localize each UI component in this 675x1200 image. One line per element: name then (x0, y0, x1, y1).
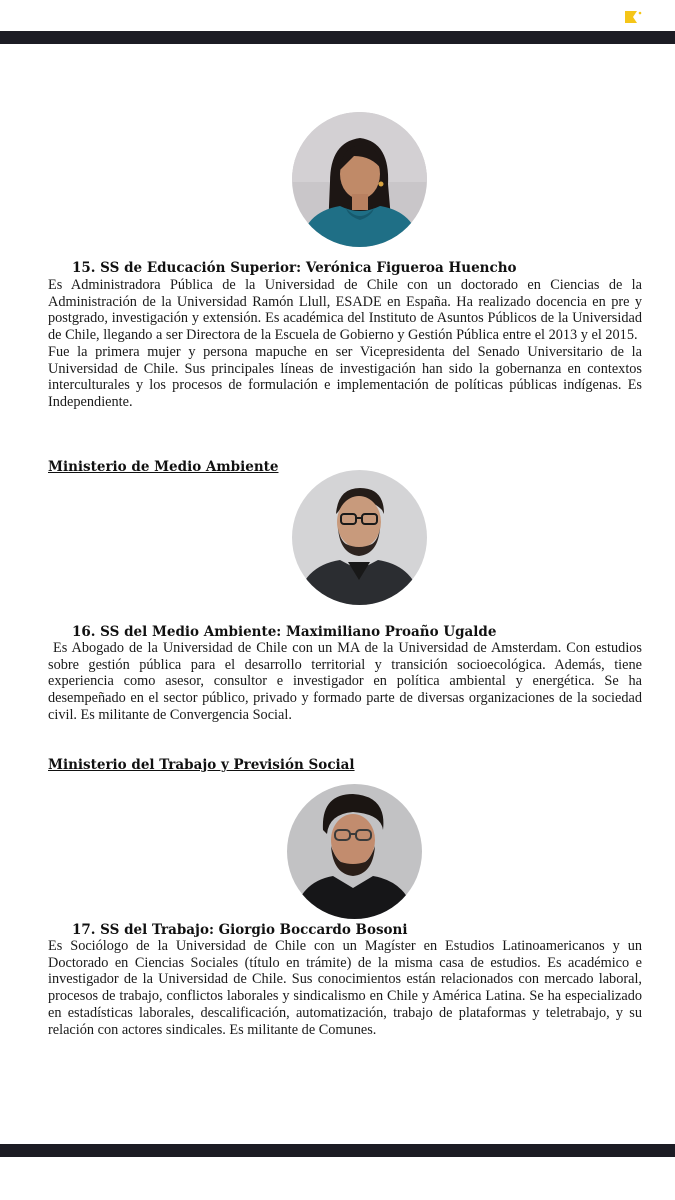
bottom-divider-bar (0, 1144, 675, 1157)
portrait-giorgio-boccardo (287, 784, 422, 919)
bio-paragraph: Es Administradora Pública de la Universidad de Chile con un doctorado en Ciencias de la Administración de la Universidad Ramón Llull, ESADE en España. Ha realizado docencia en pre y postgrado, investigación y extensión. Es académica del Instituto de Asuntos Públicos de la Universidad de Chile, llegando a ser Directora de la Escuela de Gobierno y Gestión Pública entre el 2013 y el 2015. (48, 277, 642, 344)
entry-bio-17 (48, 938, 642, 1038)
bio-paragraph: Es Sociólogo de la Universidad de Chile con un Magíster en Estudios Latinoamericanos y un Doctorado en Ciencias Sociales (título en trámite) de la misma casa de estudios. Es académico e investigador de la Universidad de Chile. Sus conocimientos están relacionados con mercado laboral, procesos de trabajo, conflictos laborales y sindicalismo en Chile y América Latina. Se ha especializado en estadísticas laborales, descalificación, automatización, trabajo de plataformas y teletrabajo, y su relación con actores sindicales. Es militante de Comunes. (48, 938, 642, 1038)
entry-bio-16 (48, 640, 646, 724)
bio-paragraph: Fue la primera mujer y persona mapuche en ser Vicepresidenta del Senado Universitario de la Universidad de Chile. Sus principales líneas de investigación han sido la gobernanza en contextos interculturales y los procesos de formulación e implementación de políticas públicas indígenas. Es Independiente. (48, 343, 642, 410)
entry-bio-15 (48, 277, 642, 411)
entry-heading-16: 16. SS del Medio Ambiente: Maximiliano Proaño Ugalde (72, 624, 497, 640)
bio-paragraph: Es Abogado de la Universidad de Chile con un MA de la Universidad de Amsterdam. Con estudios sobre gestión pública para el desarrollo territorial y transición socioecológica. Además, tiene experiencia como asesor, consultor e investigador en política ambiental y energética. Se ha desempeñado en el sector público, privado y formado parte de diversas organizaciones de la sociedad civil. Es militante de Convergencia Social. (48, 640, 646, 723)
portrait-maximiliano-proano (292, 470, 427, 605)
portrait-veronica-figueroa (292, 112, 427, 247)
entry-heading-17: 17. SS del Trabajo: Giorgio Boccardo Bosoni (72, 922, 408, 938)
section-heading-trabajo: Ministerio del Trabajo y Previsión Social (48, 757, 355, 773)
entry-heading-15: 15. SS de Educación Superior: Verónica Figueroa Huencho (72, 260, 517, 276)
bookmark-tag-icon[interactable] (624, 9, 642, 25)
section-heading-medio-ambiente: Ministerio de Medio Ambiente (48, 459, 279, 475)
top-divider-bar (0, 31, 675, 44)
